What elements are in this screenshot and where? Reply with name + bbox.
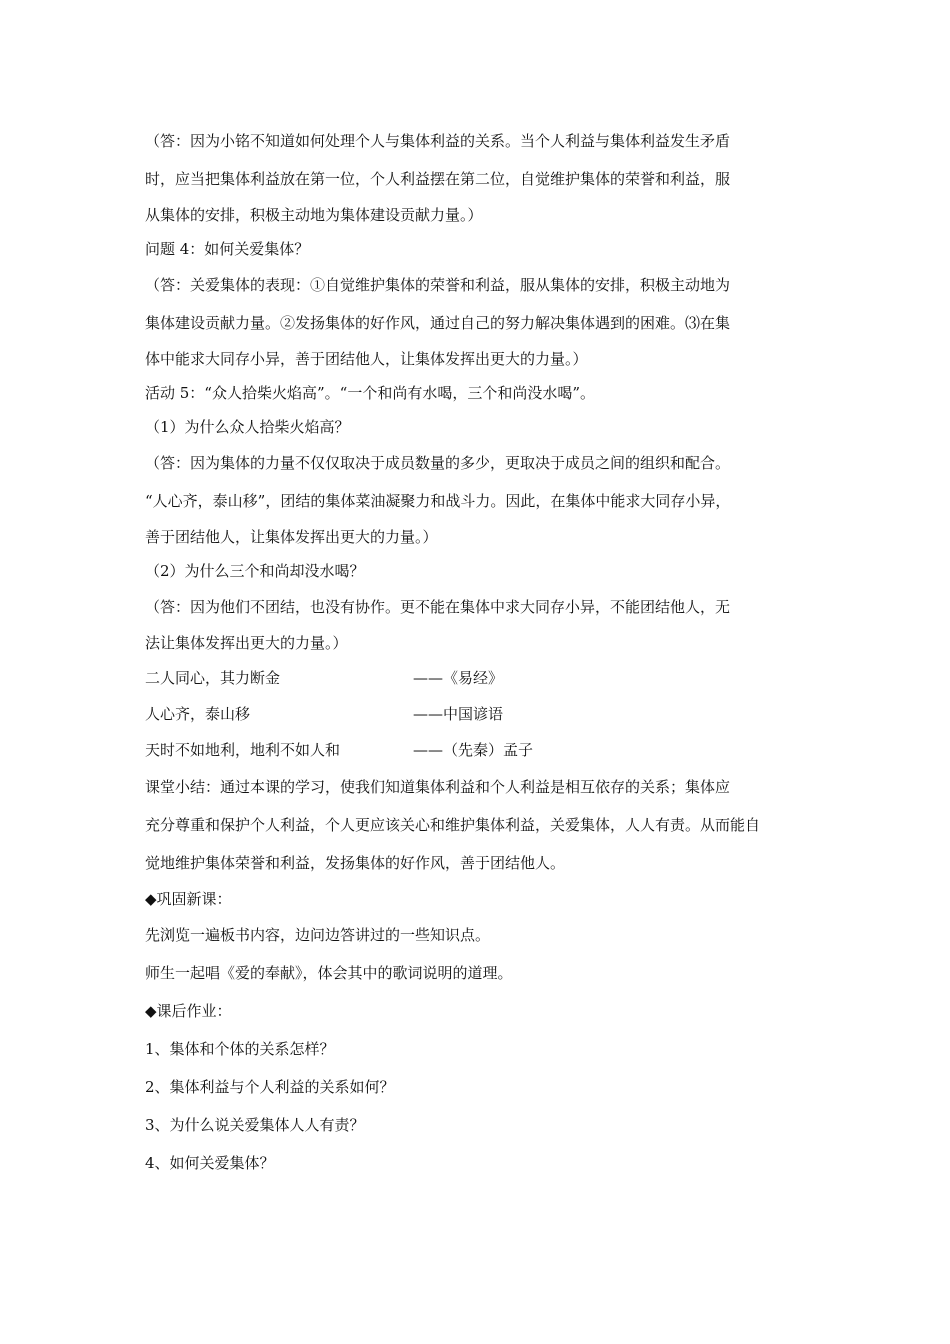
review-paragraph-2: 师生一起唱《爱的奉献》，体会其中的歌词说明的道理。 xyxy=(145,964,513,982)
homework-item-3: 3、为什么说关爱集体人人有责？ xyxy=(145,1116,365,1134)
answer-3-line-2: 时，应当把集体利益放在第一位，个人利益摆在第二位，自觉维护集体的荣誉和利益，服 xyxy=(145,170,731,188)
answer-4-line-2: 集体建设贡献力量。②发扬集体的好作风，通过自己的努力解决集体遇到的困难。⑶在集 xyxy=(145,314,731,332)
summary-line-1: 课堂小结：通过本课的学习，使我们知道集体利益和个人利益是相互依存的关系；集体应 xyxy=(145,778,731,796)
answer-5-1-line-3: 善于团结他人，让集体发挥出更大的力量。） xyxy=(145,528,438,546)
review-heading: ◆巩固新课： xyxy=(145,890,232,908)
answer-3-line-1: （答：因为小铭不知道如何处理个人与集体利益的关系。当个人利益与集体利益发生矛盾 xyxy=(145,132,731,150)
summary-line-2: 充分尊重和保护个人利益，个人更应该关心和维护集体利益，关爱集体，人人有责。从而能自 xyxy=(145,816,761,834)
answer-5-1-line-1: （答：因为集体的力量不仅仅取决于成员数量的多少，更取决于成员之间的组织和配合。 xyxy=(145,454,731,472)
document-body xyxy=(145,122,810,1182)
answer-5-2-line-1: （答：因为他们不团结，也没有协作。更不能在集体中求大同存小异，不能团结他人，无 xyxy=(145,598,731,616)
quote-text: 人心齐，泰山移 xyxy=(145,705,251,723)
answer-5-2-line-2: 法让集体发挥出更大的力量。） xyxy=(145,634,348,652)
homework-item-4: 4、如何关爱集体？ xyxy=(145,1154,275,1172)
homework-heading: ◆课后作业： xyxy=(145,1002,232,1020)
activity-5: 活动 5：“众人拾柴火焰高”。“一个和尚有水喝，三个和尚没水喝”。 xyxy=(145,384,595,402)
quote-row xyxy=(145,732,810,768)
sub-question-1: （1）为什么众人拾柴火焰高？ xyxy=(145,418,350,436)
quote-source: ——（先秦）孟子 xyxy=(413,741,534,759)
quote-row xyxy=(145,660,810,696)
quote-source: ——《易经》 xyxy=(413,669,504,687)
review-paragraph-1: 先浏览一遍板书内容，边问边答讲过的一些知识点。 xyxy=(145,926,491,944)
answer-3-line-3: 从集体的安排，积极主动地为集体建设贡献力量。） xyxy=(145,206,483,224)
answer-5-1-line-2: “人心齐，泰山移”，团结的集体菜油凝聚力和战斗力。因此，在集体中能求大同存小异， xyxy=(145,492,731,510)
answer-4-line-3: 体中能求大同存小异，善于团结他人，让集体发挥出更大的力量。） xyxy=(145,350,588,368)
summary-line-3: 觉地维护集体荣誉和利益，发扬集体的好作风，善于团结他人。 xyxy=(145,854,566,872)
homework-item-2: 2、集体利益与个人利益的关系如何？ xyxy=(145,1078,395,1096)
answer-4-line-1: （答：关爱集体的表现：①自觉维护集体的荣誉和利益，服从集体的安排，积极主动地为 xyxy=(145,276,731,294)
sub-question-2: （2）为什么三个和尚却没水喝？ xyxy=(145,562,365,580)
question-4: 问题 4：如何关爱集体？ xyxy=(145,240,310,258)
quote-source: ——中国谚语 xyxy=(413,705,504,723)
quote-row xyxy=(145,696,810,732)
quote-text: 二人同心，其力断金 xyxy=(145,669,281,687)
quote-text: 天时不如地利，地利不如人和 xyxy=(145,741,341,759)
homework-item-1: 1、集体和个体的关系怎样？ xyxy=(145,1040,335,1058)
